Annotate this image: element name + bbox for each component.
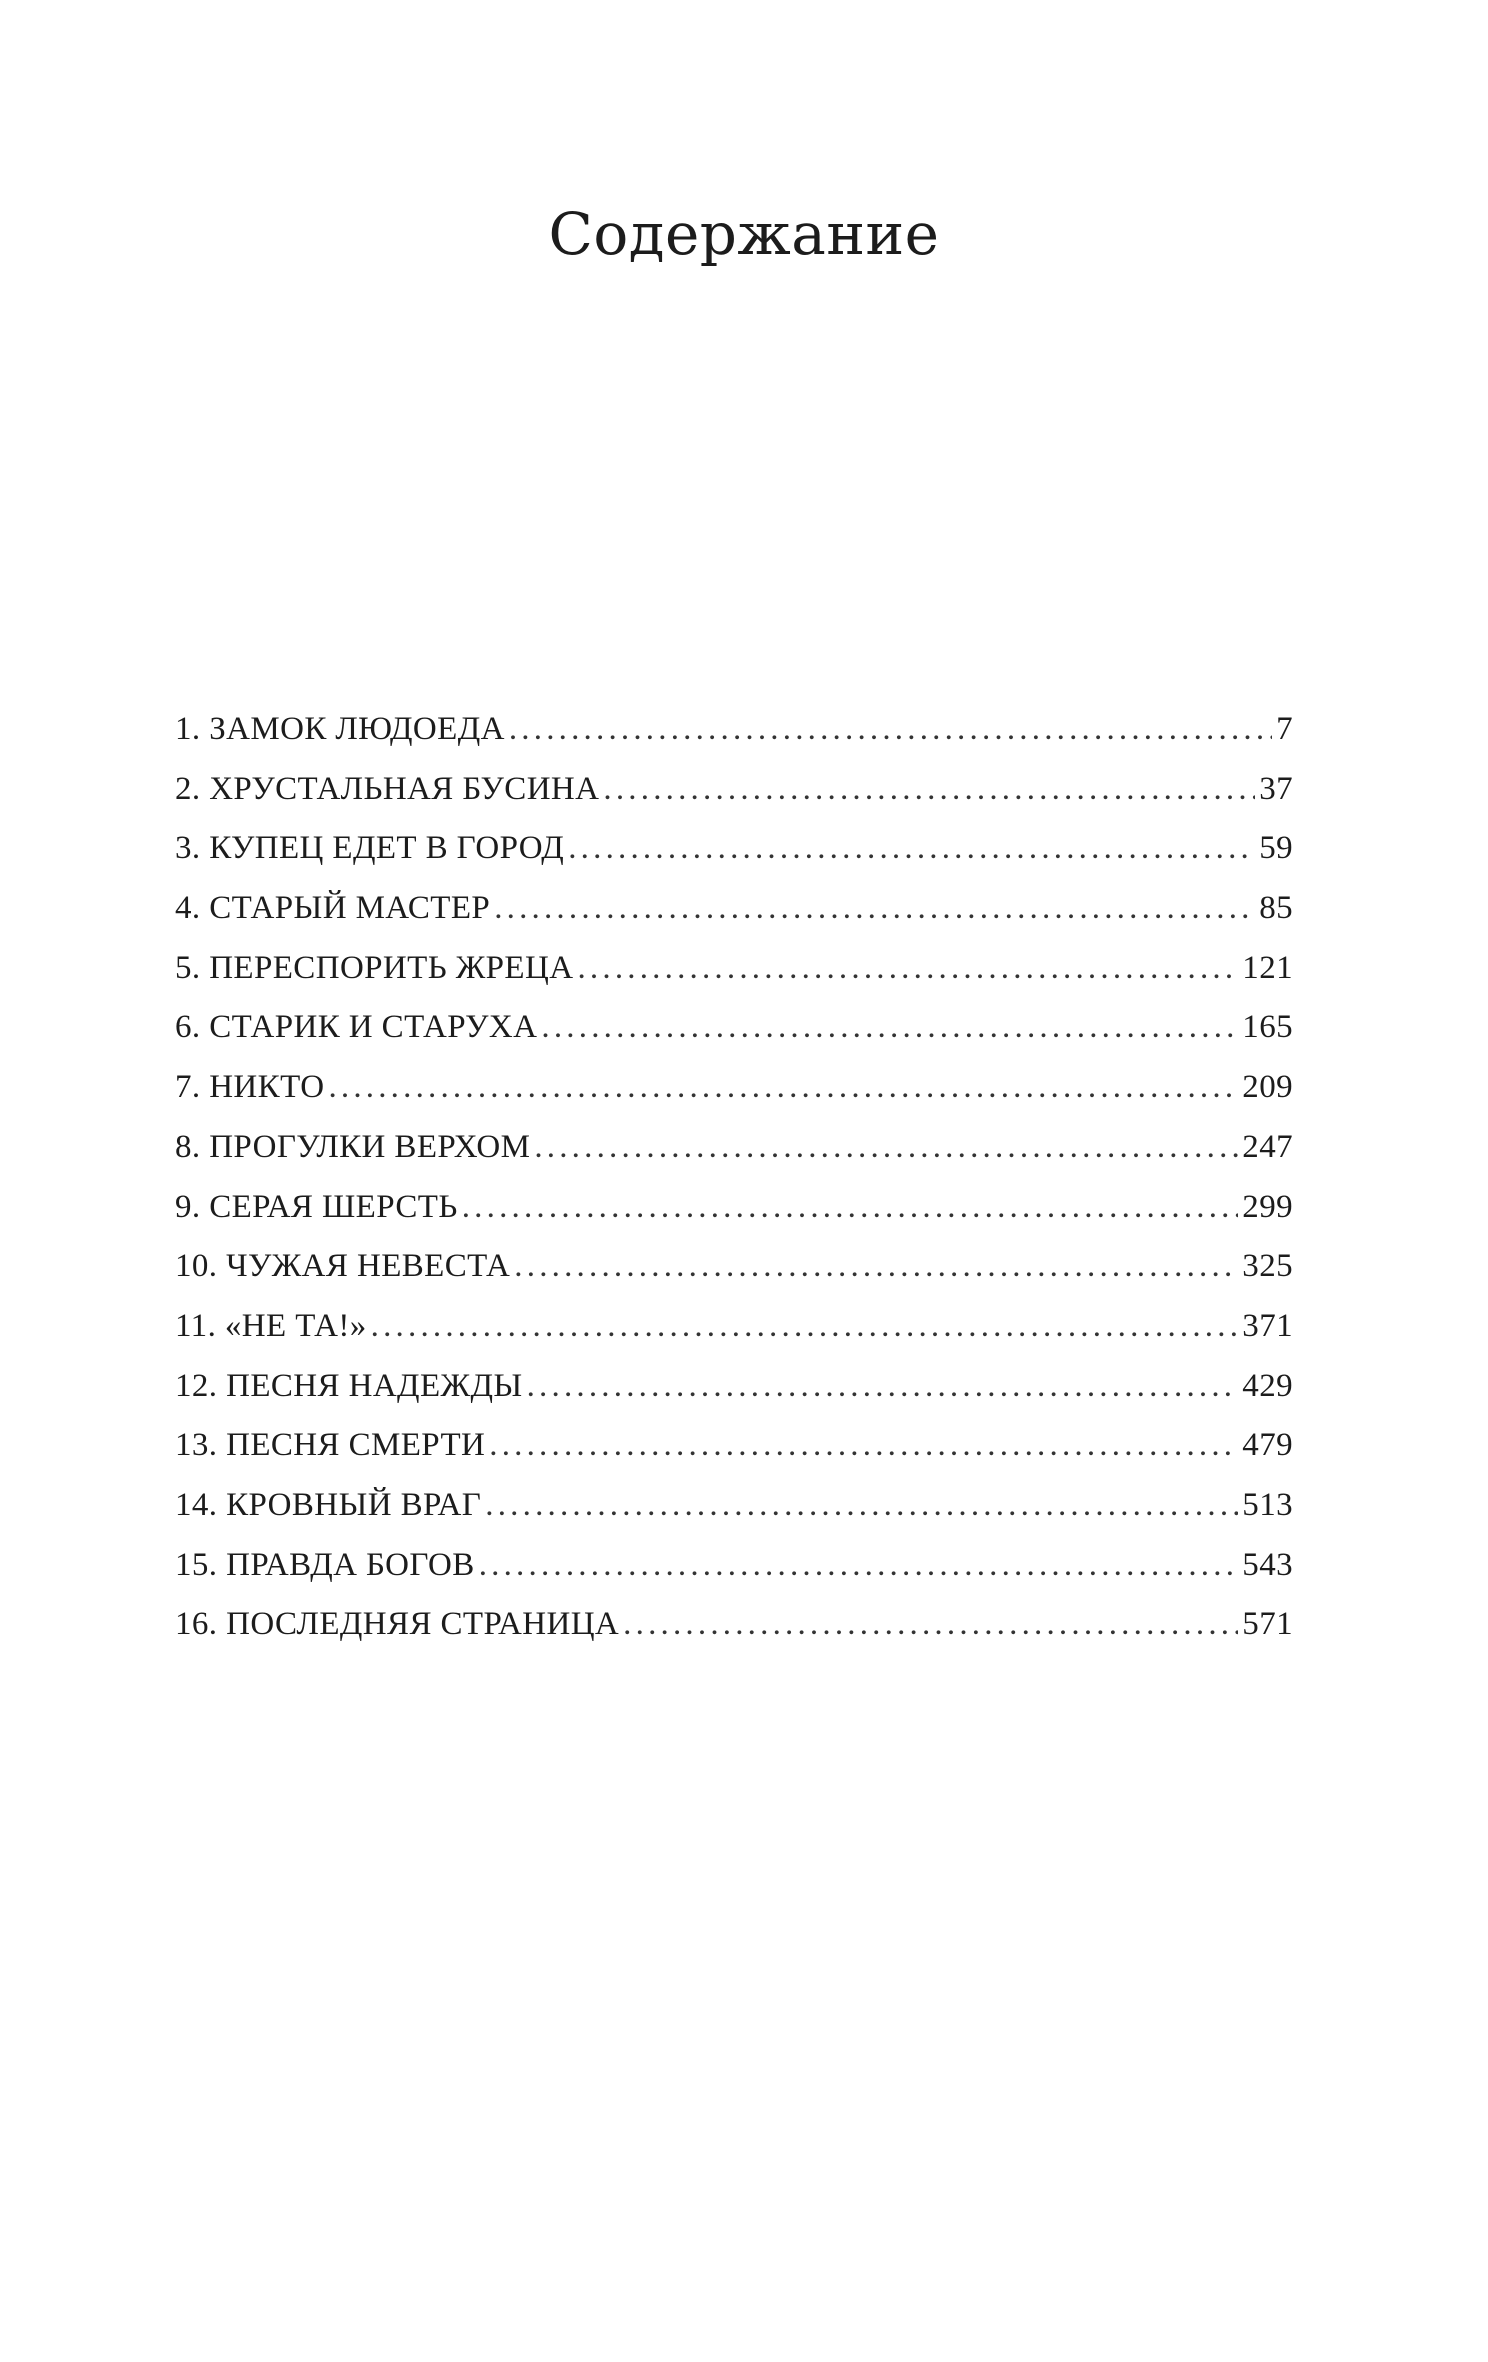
dot-leader — [514, 1237, 1238, 1297]
page-title: Содержание — [548, 200, 940, 268]
toc-entry-title: 1. ЗАМОК ЛЮДОЕДА — [175, 711, 505, 747]
toc-entry-title: 13. ПЕСНЯ СМЕРТИ — [175, 1427, 486, 1464]
toc-entry-page-number: 121 — [1242, 949, 1293, 986]
toc-entry-page-number: 571 — [1242, 1606, 1293, 1643]
toc-entry-title: 10. ЧУЖАЯ НЕВЕСТА — [175, 1248, 511, 1285]
toc-entry-title: 7. НИКТО — [175, 1069, 325, 1106]
toc-entry[interactable] — [175, 939, 1293, 999]
toc-entry-title: 3. КУПЕЦ ЕДЕТ В ГОРОД — [175, 830, 565, 867]
dot-leader — [541, 998, 1238, 1058]
dot-leader — [489, 1416, 1238, 1476]
toc-entry-page-number: 513 — [1242, 1486, 1293, 1523]
toc-entry[interactable] — [175, 1178, 1293, 1238]
toc-entry-title: 12. ПЕСНЯ НАДЕЖДЫ — [175, 1367, 523, 1404]
toc-entry-title: 11. «НЕ ТА!» — [175, 1307, 367, 1344]
toc-entry-title: 14. КРОВНЫЙ ВРАГ — [175, 1486, 482, 1523]
toc-entry-page-number: 85 — [1259, 890, 1293, 927]
dot-leader — [328, 1058, 1238, 1118]
toc-entry-page-number: 299 — [1242, 1188, 1293, 1225]
toc-entry[interactable] — [175, 1416, 1293, 1476]
toc-entry[interactable] — [175, 998, 1293, 1058]
dot-leader — [371, 1297, 1239, 1357]
dot-leader — [485, 1476, 1238, 1536]
toc-entry[interactable] — [175, 879, 1293, 939]
dot-leader — [462, 1178, 1239, 1238]
toc-entry[interactable] — [175, 1118, 1293, 1178]
toc-entry[interactable] — [175, 700, 1293, 760]
toc-entry-title: 8. ПРОГУЛКИ ВЕРХОМ — [175, 1128, 531, 1165]
dot-leader — [568, 819, 1255, 879]
table-of-contents — [175, 700, 1293, 1655]
toc-entry-page-number: 429 — [1242, 1367, 1293, 1404]
dot-leader — [527, 1357, 1239, 1417]
toc-entry-page-number: 59 — [1259, 830, 1293, 867]
dot-leader — [534, 1118, 1238, 1178]
toc-entry-page-number: 37 — [1259, 770, 1293, 807]
toc-entry[interactable] — [175, 760, 1293, 820]
toc-entry-page-number: 479 — [1242, 1427, 1293, 1464]
toc-entry-page-number: 165 — [1242, 1009, 1293, 1046]
toc-entry[interactable] — [175, 1297, 1293, 1357]
toc-entry-title: 15. ПРАВДА БОГОВ — [175, 1546, 475, 1583]
toc-entry[interactable] — [175, 1058, 1293, 1118]
toc-entry-title: 6. СТАРИК И СТАРУХА — [175, 1009, 538, 1046]
dot-leader — [509, 700, 1272, 760]
toc-entry-page-number: 543 — [1242, 1546, 1293, 1583]
dot-leader — [577, 939, 1238, 999]
toc-entry[interactable] — [175, 1476, 1293, 1536]
toc-entry[interactable] — [175, 1595, 1293, 1655]
toc-entry-page-number: 325 — [1242, 1248, 1293, 1285]
toc-entry-page-number: 371 — [1242, 1307, 1293, 1344]
toc-entry-title: 4. СТАРЫЙ МАСТЕР — [175, 890, 491, 927]
toc-entry-page-number: 247 — [1242, 1128, 1293, 1165]
toc-entry-page-number: 209 — [1242, 1069, 1293, 1106]
toc-entry[interactable] — [175, 1237, 1293, 1297]
toc-entry[interactable] — [175, 819, 1293, 879]
toc-entry-title: 9. СЕРАЯ ШЕРСТЬ — [175, 1188, 458, 1225]
toc-entry-title: 16. ПОСЛЕДНЯЯ СТРАНИЦА — [175, 1606, 620, 1643]
dot-leader — [603, 760, 1255, 820]
toc-entry[interactable] — [175, 1357, 1293, 1417]
toc-entry-page-number: 7 — [1276, 711, 1293, 747]
toc-entry[interactable] — [175, 1536, 1293, 1596]
dot-leader — [494, 879, 1255, 939]
dot-leader — [479, 1536, 1239, 1596]
dot-leader — [623, 1595, 1238, 1655]
toc-entry-title: 2. ХРУСТАЛЬНАЯ БУСИНА — [175, 770, 600, 807]
toc-entry-title: 5. ПЕРЕСПОРИТЬ ЖРЕЦА — [175, 949, 574, 986]
